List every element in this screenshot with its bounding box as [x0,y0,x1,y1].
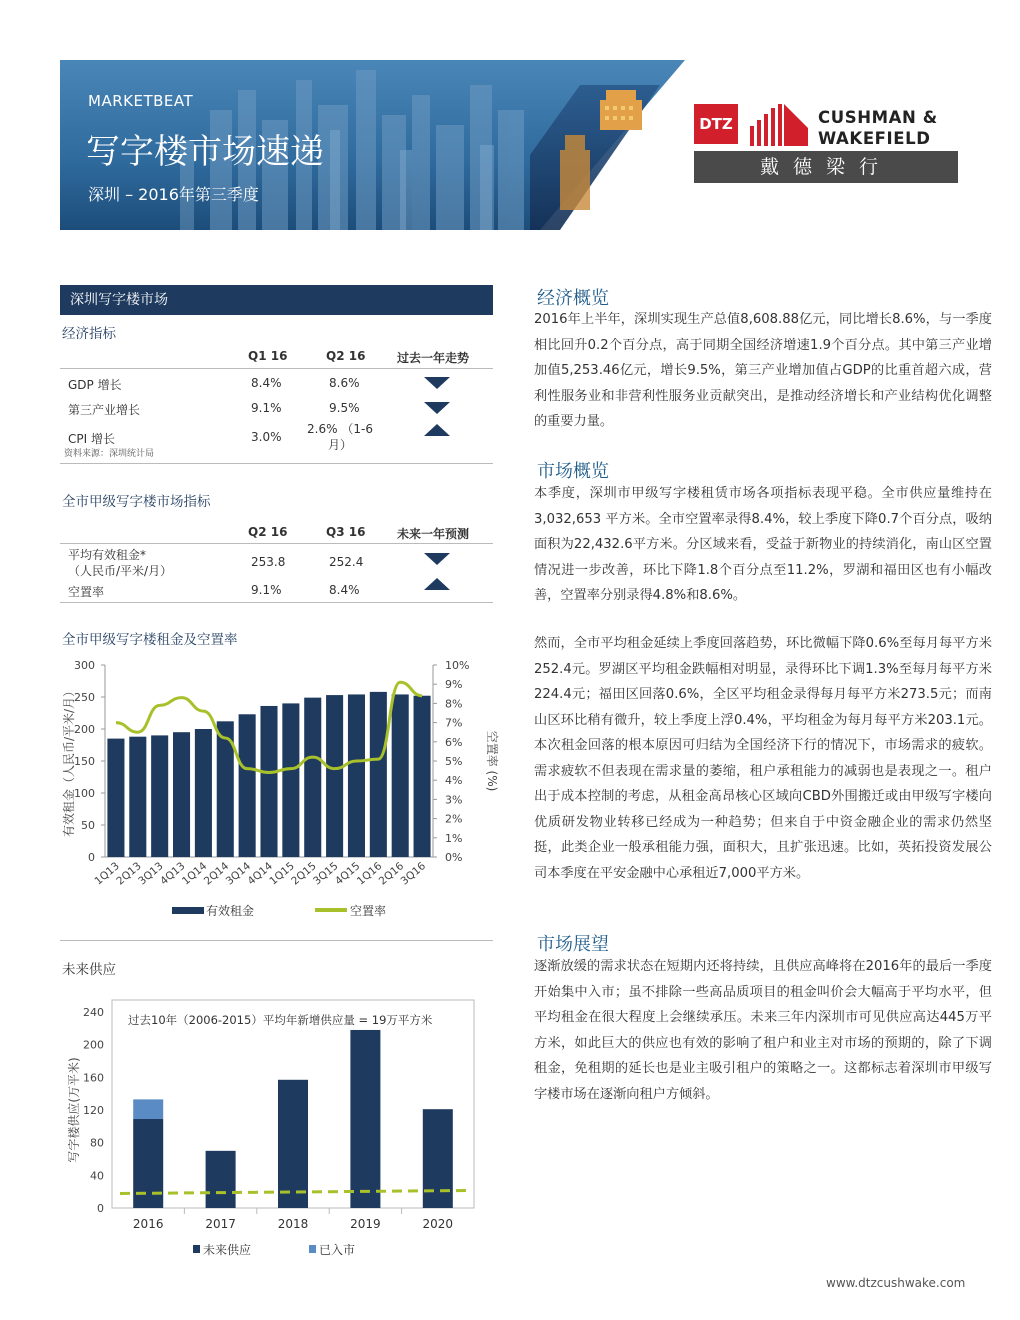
rent-bar [195,729,212,857]
x-tick-label: 2Q16 [376,860,407,888]
legend-label-delivered: 已入市 [319,1243,356,1257]
y-tick-label: 100 [74,787,95,800]
y2-tick-label: 9% [445,678,463,692]
chart2-title: 未来供应 [62,962,116,978]
y-tick-label: 150 [74,755,95,768]
y2-tick-label: 7% [445,716,463,730]
y-tick-label: 50 [81,819,95,832]
y-tick-label: 80 [90,1136,104,1150]
annotation: 过去10年（2006-2015）平均年新增供应量 = 19万平方米 [128,1013,433,1027]
y-tick-label: 300 [74,659,95,672]
x-tick-label: 1Q13 [92,860,122,888]
econ-row-v1: 3.0% [251,430,282,444]
econ-row-v2: 8.6% [329,376,360,390]
rent-bar [348,694,365,857]
x-tick-label: 3Q13 [136,860,166,888]
market-row-v2: 252.4 [329,555,364,569]
logo-line-2: WAKEFIELD [818,129,931,148]
divider [60,543,493,544]
econ-row-label: 第三产业增长 [68,403,141,417]
y-axis-title: 写字楼供应(万平米) [67,1057,81,1163]
supply-bar [350,1030,380,1208]
legend-label-vacancy: 空置率 [350,904,387,918]
legend-swatch-vacancy [315,908,347,912]
future-supply-chart [60,990,493,1270]
legend-label-rent: 有效租金 [206,904,255,918]
econ-col-1: Q1 16 [248,349,288,363]
x-tick-label: 1Q16 [354,860,385,888]
y-tick-label: 160 [83,1071,104,1085]
y-tick-label: 250 [74,691,95,704]
x-tick-label: 1Q14 [179,860,210,888]
y2-tick-label: 3% [445,793,463,807]
econ-col-2: Q2 16 [326,349,366,363]
footer-url[interactable]: www.dtzcushwake.com [826,1276,966,1290]
y-tick-label: 200 [74,723,95,736]
delivered-bar [133,1099,163,1119]
supply-bar [423,1109,453,1208]
x-tick-label: 4Q13 [158,860,188,888]
legend-swatch-delivered [309,1245,316,1253]
source-note: 资料来源：深圳统计局 [64,449,155,459]
econ-row-v2: 9.5% [329,401,360,415]
x-tick-label: 4Q15 [332,860,363,888]
divider [60,463,493,464]
logo-line-1: CUSHMAN & [818,108,938,127]
market-col-3: 未来一年预测 [397,527,470,541]
x-tick-label: 2017 [205,1217,236,1231]
x-tick-label: 3Q15 [311,860,341,888]
rent-bar [282,703,299,857]
cushman-building-icon [748,104,810,148]
x-tick-label: 2019 [350,1217,381,1231]
y-tick-label: 0 [88,851,95,864]
trend-up-icon [424,578,450,590]
trend-down-icon [424,402,450,414]
panel-title: 深圳写字楼市场 [60,285,493,315]
rent-bar [151,735,168,857]
section-body-economy: 2016年上半年，深圳实现生产总值8,608.88亿元，同比增长8.6%，与一季度相比回升0.2个百分点，高于同期全国经济增速1.9个百分点。其中第三产业增加值5,253.46亿元，增长9.5%，第三产业增加值占GDP的比重首超六成，营利性服务业和非营利性服务业贡献突出，是推动经济增长和产业结构优化调整的重要力量。 [534,312,992,429]
x-tick-label: 1Q15 [267,860,297,888]
x-tick-label: 3Q14 [223,860,254,888]
rent-vacancy-chart [60,650,499,930]
market-row-v1: 253.8 [251,555,286,569]
supply-bar [278,1080,308,1208]
trend-down-icon [424,377,450,389]
econ-row-v1: 8.4% [251,376,282,390]
market-row-label: 平均有效租金* （人民币/平米/月） [68,548,173,578]
logo-chinese: 戴德梁行 [694,151,958,183]
x-tick-label: 2Q13 [114,860,144,888]
section-heading-outlook: 市场展望 [537,934,609,955]
legend-swatch-rent [172,907,204,914]
rent-bar [392,694,409,857]
econ-row-label: GDP 增长 [68,378,122,392]
y2-tick-label: 10% [445,659,470,672]
rent-bar [304,698,321,857]
rent-bar [129,737,146,857]
chart1-title: 全市甲级写字楼租金及空置率 [62,632,238,648]
divider [60,368,493,369]
y2-tick-label: 1% [445,831,463,845]
rent-bar [239,714,256,857]
section-body-outlook: 逐渐放缓的需求状态在短期内还将持续，且供应高峰将在2016年的最后一季度开始集中入市；虽不排除一些高品质项目的租金叫价会大幅高于平均水平，但平均租金在很大程度上会继续承压。未来三年内深圳市可见供应高达445万平方米，如此巨大的供应也有效的影响了租户和业主对市场的预期的，除了下调租金，免租期的延长也是业主吸引租户的策略之一。这都标志着深圳市甲级写字楼市场在逐渐向租户方倾斜。 [534,959,992,1102]
supply-bar [206,1151,236,1208]
page-subtitle: 深圳 – 2016年第三季度 [88,185,259,204]
market-row-v1: 9.1% [251,583,282,597]
market-row-v2: 8.4% [329,583,360,597]
y2-tick-label: 6% [445,735,463,749]
x-tick-label: 2020 [422,1217,454,1231]
rent-bar [370,692,387,857]
econ-heading: 经济指标 [62,326,116,342]
y-tick-label: 40 [90,1169,104,1183]
rent-bar [107,739,124,857]
econ-row-v1: 9.1% [251,401,282,415]
market-col-2: Q3 16 [326,525,366,539]
section-body-market-2: 然而，全市平均租金延续上季度回落趋势，环比微幅下降0.6%至每月每平方米 252.4元。罗湖区平均租金跌幅相对明显，录得环比下调1.3%至每月每平方米224.4元；福田区回落0.6%，全区平均租金录得每月每平方米273.5元；而南山区环比稍有微升，较上季度上浮0.4%，平均租金为每月每平方米203.1元。本次租金回落的根本原因可归结为全国经济下行的情况下，市场需求的疲软。需求疲软不但表现在需求量的萎缩，租户承租能力的减弱也是表现之一。租户出于成本控制的考虑，从租金高昂核心区域向CBD外围搬迁或由甲级写字楼向优质研发物业转移已经成为一种趋势；但来自于中资金融企业的需求仍然坚挺，此类企业一般承租能力强，面积大，且扩张迅速。比如，英拓投资发展公司本季度在平安金融中心承租近7,000平方米。 [534,636,992,881]
y-tick-label: 0 [97,1202,104,1215]
page-title: 写字楼市场速递 [86,132,324,172]
y2-tick-label: 8% [445,697,463,711]
divider [60,940,493,941]
y2-axis-title: 空置率 (%) [485,730,499,792]
econ-row-v2: 2.6% （1-6月） [307,422,373,452]
company-logo [694,104,960,184]
y-tick-label: 120 [83,1104,104,1117]
series-label: MARKETBEAT [88,92,194,110]
rent-bar [260,706,277,857]
section-heading-market: 市场概览 [537,461,609,482]
x-tick-label: 2Q15 [289,860,319,888]
x-tick-label: 3Q16 [398,860,428,888]
y2-tick-label: 5% [445,755,463,768]
dtz-logo-icon: DTZ [694,104,738,144]
legend-swatch-supply [193,1245,200,1253]
section-body-market: 本季度，深圳市甲级写字楼租赁市场各项指标表现平稳。全市供应量维持在 3,032,653 平方米。全市空置率录得8.4%，较上季度下降0.7个百分点，吸纳面积为22,432.6平方米。分区域来看，受益于新物业的持续消化，南山区空置情况进一步改善，环比下降1.8个百分点至11.2%，罗湖和福田区也有小幅改善，空置率分别录得4.8%和8.6%。 [534,486,992,603]
y2-tick-label: 2% [445,812,463,826]
trend-down-icon [424,553,450,565]
section-heading-economy: 经济概览 [537,288,609,309]
market-row-label: 空置率 [68,585,105,599]
trend-up-icon [424,424,450,436]
y-axis-title: 有效租金（人民币/平米/月） [62,684,76,838]
divider [60,602,493,603]
x-tick-label: 2016 [132,1217,164,1231]
rent-bar [173,732,190,857]
y2-tick-label: 4% [445,774,463,788]
legend-label-supply: 未来供应 [203,1243,252,1257]
x-tick-label: 2018 [277,1217,309,1231]
x-tick-label: 2Q14 [201,860,232,888]
x-tick-label: 4Q14 [245,860,275,888]
rent-bar [326,695,343,857]
econ-col-3: 过去一年走势 [397,351,470,365]
market-col-1: Q2 16 [248,525,288,539]
y-tick-label: 200 [83,1038,104,1052]
y2-tick-label: 0% [445,851,463,864]
econ-row-label: CPI 增长 [68,432,115,446]
y-tick-label: 240 [83,1006,104,1019]
rent-bar [414,696,431,857]
market-heading: 全市甲级写字楼市场指标 [62,494,211,510]
